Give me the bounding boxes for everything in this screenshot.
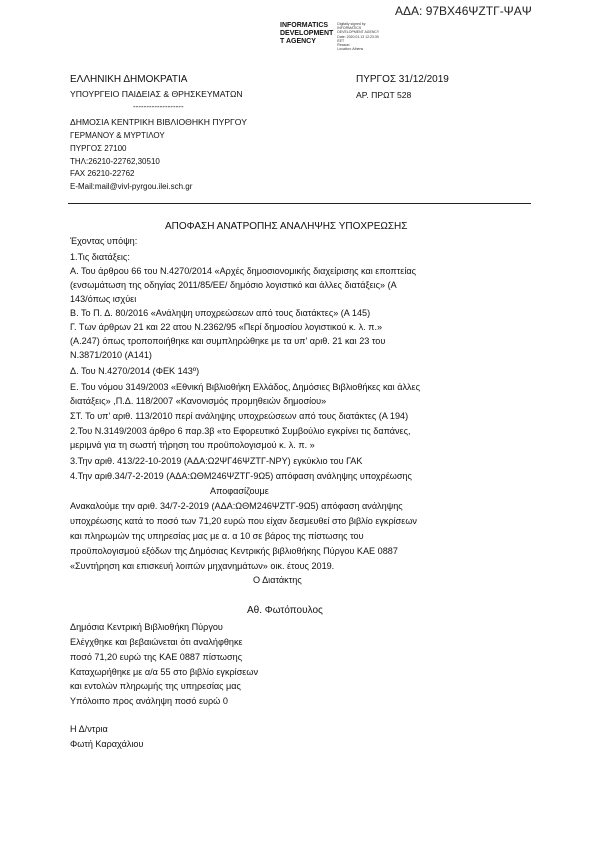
protocol-number: ΑΡ. ΠΡΩΤ 528	[356, 90, 412, 100]
director-name: Φωτή Καραχάλιου	[70, 739, 144, 749]
provision-st: ΣΤ. Το υπ' αριθ. 113/2010 περί ανάληψης υποχρεώσεων από τους διατάκτες (Α 194)	[70, 411, 409, 421]
document-title: ΑΠΟΦΑΣΗ ΑΝΑΤΡΟΠΗΣ ΑΝΑΛΗΨΗΣ ΥΠΟΧΡΕΩΣΗΣ	[165, 221, 408, 232]
decision-line2: υποχρέωσης κατά το ποσό των 71,20 ευρώ που είχαν δεσμευθεί στο βιβλίο εγκρίσεων	[70, 516, 417, 526]
certification-line5: και εντολών πληρωμής της υπηρεσίας μας	[70, 681, 241, 691]
country-name: ΕΛΛΗΝΙΚΗ ΔΗΜΟΚΡΑΤΙΑ	[70, 74, 188, 85]
signature-details: Digitally signed by INFORMATICS DEVELOPMENT AGENCY Date: 2020.01.13 12:23:39 EET Reason: Location: Athens	[337, 22, 380, 52]
document-date: ΠΥΡΓΟΣ 31/12/2019	[356, 74, 449, 85]
decision-line4: προϋπολογισμού εξόδων της Δημόσιας Κεντρικής βιβλιοθήκης Πύργου ΚΑΕ 0887	[70, 546, 398, 556]
provision-b: Β. Το Π. Δ. 80/2016 «Ανάληψη υποχρεώσεων από τους διατάκτες» (Α 145)	[70, 308, 371, 318]
decision-line5: «Συντήρηση και επισκευή λοιπών μηχανημάτων» οικ. έτους 2019.	[70, 561, 335, 571]
consideration-4: 4.Την αριθ.34/7-2-2019 (ΑΔΑ:ΩΘΜ246ΨΖΤΓ-9Ω5) απόφαση ανάληψης υποχρέωσης	[70, 471, 412, 481]
consideration-2-line2: μεριμνά για τη σωστή τήρηση του προϋπολογισμού κ. λ. π. »	[70, 440, 315, 450]
provision-a-line3: 143/όπως ισχύει	[70, 294, 137, 304]
provision-g-line2: (Α.247) όπως τροποποιήθηκε και συμπληρώθηκε με τα υπ' αριθ. 21 και 23 του	[70, 336, 386, 346]
header-divider: -------------------	[133, 102, 184, 111]
ministry-name: ΥΠΟΥΡΓΕΙΟ ΠΑΙΔΕΙΑΣ & ΘΡΗΣΚΕΥΜΑΤΩΝ	[70, 89, 243, 99]
provision-e-line2: διατάξεις» ,Π.Δ. 118/2007 «Κανονισμός προμηθειών δημοσίου»	[70, 396, 327, 406]
provisions-heading: 1.Τις διατάξεις:	[70, 252, 130, 262]
provision-g-line3: Ν.3871/2010 (Α141)	[70, 350, 152, 360]
certification-line1: Δημόσια Κεντρική Βιβλιοθήκη Πύργου	[70, 622, 223, 632]
ada-code: ΑΔΑ: 97ΒΧ46ΨΖΤΓ-ΨΑΨ	[395, 4, 532, 18]
library-address: ΓΕΡΜΑΝΟΥ & ΜΥΡΤΙΛΟΥ	[70, 131, 165, 140]
library-zip: ΠΥΡΓΟΣ 27100	[70, 144, 127, 153]
signature-agency-name: INFORMATICS DEVELOPMENT T AGENCY	[280, 22, 334, 45]
consideration-2-line1: 2.Του Ν.3149/2003 άρθρο 6 παρ.3β «το Εφορευτικό Συμβούλιο εγκρίνει τις δαπάνες,	[70, 426, 411, 436]
certification-line2: Ελέγχθηκε και βεβαιώνεται ότι αναλήφθηκε	[70, 637, 243, 647]
library-email: E-Mail:mail@vivl-pyrgou.ilei.sch.gr	[70, 182, 193, 191]
header-rule	[68, 203, 531, 204]
digital-signature-stamp	[280, 22, 379, 51]
certification-line6: Υπόλοιπο προς ανάληψη ποσό ευρώ 0	[70, 696, 228, 706]
signer-role: Ο Διατάκτης	[253, 575, 302, 585]
library-phone: ΤΗΛ:26210-22762,30510	[70, 157, 160, 166]
director-role: Η Δ/ντρια	[70, 724, 108, 734]
provision-e-line1: Ε. Του νόμου 3149/2003 «Εθνική Βιβλιοθήκη Ελλάδος, Δημόσιες Βιβλιοθήκες και άλλες	[70, 382, 420, 392]
provision-a-line2: (ενσωμάτωση της οδηγίας 2011/85/ΕΕ/ δημόσιο λογιστικό και άλλες διατάξεις» (Α	[70, 280, 397, 290]
provision-g-line1: Γ. Των άρθρων 21 και 22 ατου Ν.2362/95 «Περί δημοσίου λογιστικού κ. λ. π.»	[70, 322, 383, 332]
decision-heading: Αποφασίζουμε	[210, 486, 269, 496]
consideration-3: 3.Την αριθ. 413/22-10-2019 (ΑΔΑ:Ω2ΨΓ46ΨΖΤΓ-ΝΡΥ) εγκύκλιο του ΓΑΚ	[70, 456, 363, 466]
considerations-intro: Έχοντας υπόψη:	[70, 236, 138, 246]
signer-name: Αθ. Φωτόπουλος	[247, 605, 323, 616]
certification-line4: Καταχωρήθηκε με α/α 55 στο βιβλίο εγκρίσεων	[70, 667, 259, 677]
decision-line1: Ανακαλούμε την αριθ. 34/7-2-2019 (ΑΔΑ:ΩΘΜ246ΨΖΤΓ-9Ω5) απόφαση ανάληψης	[70, 501, 403, 511]
provision-a-line1: Α. Του άρθρου 66 του Ν.4270/2014 «Αρχές δημοσιονομικής διαχείρισης και εποπτείας	[70, 266, 416, 276]
library-name: ΔΗΜΟΣΙΑ ΚΕΝΤΡΙΚΗ ΒΙΒΛΙΟΘΗΚΗ ΠΥΡΓΟΥ	[70, 117, 247, 127]
decision-line3: και πληρωμών της υπηρεσίας μας με α. α 10 σε βάρος της πίστωσης του	[70, 531, 364, 541]
library-fax: FAX 26210-22762	[70, 169, 135, 178]
certification-line3: ποσό 71,20 ευρώ της ΚΑΕ 0887 πίστωσης	[70, 652, 243, 662]
provision-d: Δ. Του Ν.4270/2014 (ΦΕΚ 143º)	[70, 366, 200, 376]
